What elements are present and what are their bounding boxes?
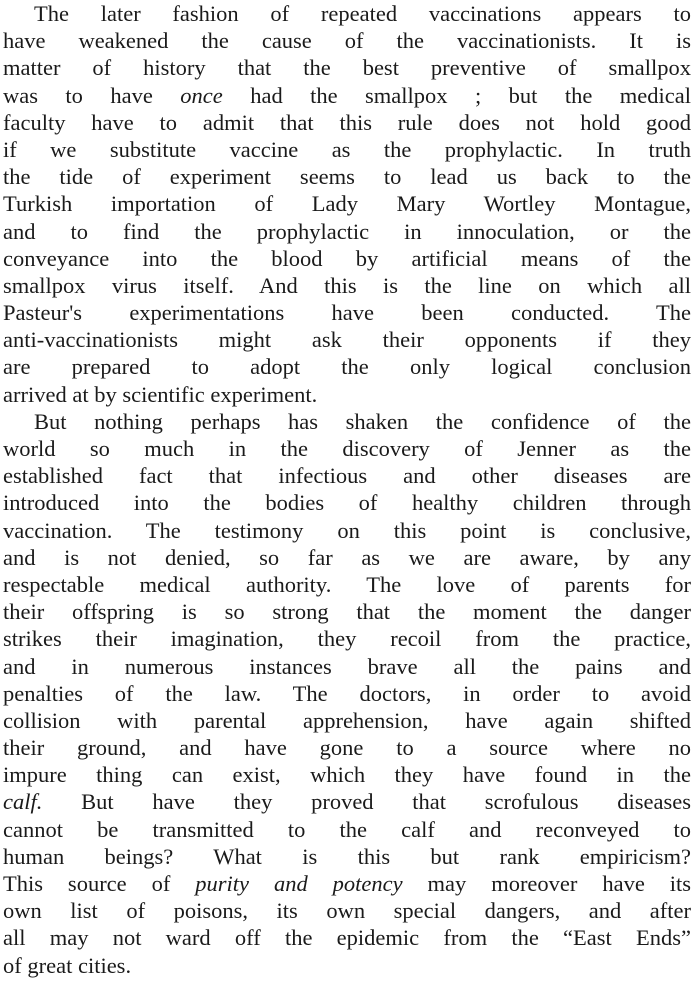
text-line: smallpox virus itself. And this is the line on which all <box>3 272 691 298</box>
paragraph-repeated-vaccinations <box>3 0 691 408</box>
article-page <box>3 0 691 998</box>
text-line: anti-vaccinationists might ask their opponents if they <box>3 327 691 353</box>
text-line: of great cities. <box>3 952 132 978</box>
text-line: own list of poisons, its own special dangers, and after <box>3 898 691 924</box>
text-line: world so much in the discovery of Jenner as the <box>3 436 691 461</box>
paragraph-confidence-shaken <box>3 408 691 979</box>
text-fragment: had the smallpox ; but the medical <box>222 82 691 108</box>
text-fragment: was to have <box>3 82 181 108</box>
text-line: and is not denied, so far as we are aware, by any <box>3 544 691 570</box>
text-line <box>3 870 691 897</box>
italic-emphasis: calf. <box>3 789 43 815</box>
text-line: established fact that infectious and other diseases are <box>3 463 691 489</box>
text-line: all may not ward off the epidemic from the “East Ends” <box>3 925 691 951</box>
text-line: respectable medical authority. The love of parents for <box>3 571 691 597</box>
text-line: collision with parental apprehension, have again shifted <box>3 707 691 733</box>
text-line: the tide of experiment seems to lead us back to the <box>3 164 691 190</box>
text-line: strikes their imagination, they recoil from the practice, <box>3 626 691 652</box>
text-line: matter of history that the best preventive of smallpox <box>3 55 691 81</box>
text-line: have weakened the cause of the vaccinationists. It is <box>3 28 691 54</box>
italic-emphasis: once <box>180 82 223 108</box>
text-line: penalties of the law. The doctors, in order to avoid <box>3 680 691 706</box>
text-line: cannot be transmitted to the calf and reconveyed to <box>3 816 691 842</box>
text-line: Turkish importation of Lady Mary Wortley Montague, <box>3 191 691 217</box>
text-line: their offspring is so strong that the moment the danger <box>3 599 691 625</box>
text-line: if we substitute vaccine as the prophylactic. In truth <box>3 136 691 162</box>
text-fragment: may moreover have its <box>402 871 691 896</box>
italic-emphasis: purity and potency <box>195 871 403 896</box>
text-line: conveyance into the blood by artificial means of the <box>3 245 691 271</box>
text-line: impure thing can exist, which they have found in the <box>3 762 691 788</box>
text-line: Pasteur's experimentations have been conducted. The <box>3 300 691 326</box>
text-line: and in numerous instances brave all the pains and <box>3 653 691 679</box>
text-fragment: This source of <box>3 871 196 896</box>
text-fragment: But have they proved that scrofulous diseases <box>42 789 691 815</box>
text-line: human beings? What is this but rank empiricism? <box>3 843 691 869</box>
text-line: and to find the prophylactic in innoculation, or the <box>3 218 691 244</box>
text-line: introduced into the bodies of healthy children through <box>3 490 691 516</box>
text-line: their ground, and have gone to a source where no <box>3 735 691 761</box>
text-line: are prepared to adopt the only logical conclusion <box>3 354 691 380</box>
text-line <box>3 788 691 815</box>
text-line: The later fashion of repeated vaccinations appears to <box>34 1 691 26</box>
text-line: arrived at by scientific experiment. <box>3 381 318 407</box>
text-line: vaccination. The testimony on this point is conclusive, <box>3 517 691 543</box>
text-line <box>3 82 691 109</box>
text-line: But nothing perhaps has shaken the confidence of the <box>34 408 691 434</box>
text-line: faculty have to admit that this rule does not hold good <box>3 109 691 135</box>
